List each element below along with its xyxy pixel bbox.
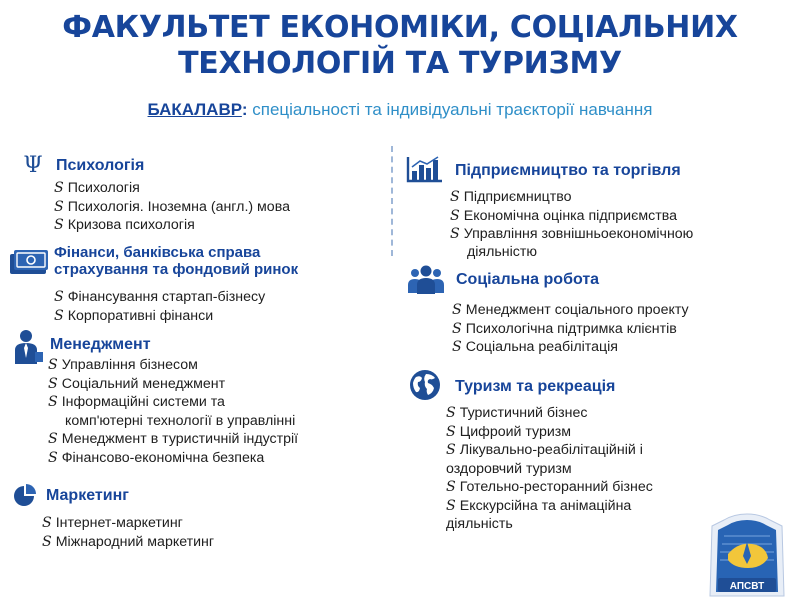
list-entrepreneurship: [450, 188, 693, 260]
section-title-finance-line2: страхування та фондовий ринок: [54, 261, 299, 278]
list-item: S Психологічна підтримка клієнтів: [452, 320, 677, 337]
section-title-management: Менеджмент: [50, 336, 151, 353]
list-item: S Інформаційні системи та: [48, 394, 225, 410]
globe-icon: [408, 368, 442, 402]
section-title-tourism: Туризм та рекреація: [455, 378, 616, 395]
list-item: оздоровчий туризм: [446, 460, 572, 477]
column-divider: [391, 146, 393, 256]
section-title-psychology: Психологія: [56, 157, 145, 174]
list-item: діяльність: [446, 516, 513, 532]
page-title-line1: ФАКУЛЬТЕТ ЕКОНОМІКИ, СОЦІАЛЬНИХ: [62, 10, 738, 45]
money-icon: [8, 244, 50, 280]
list-item: S Психологія. Іноземна (англ.) мова: [54, 198, 290, 215]
list-item: S Менеджмент в туристичній індустрії: [48, 431, 299, 447]
bar-chart-icon: [406, 155, 444, 183]
list-item: S Міжнародний маркетинг: [42, 533, 215, 550]
list-management: [48, 356, 298, 467]
manager-icon: [10, 328, 44, 366]
people-icon: [406, 263, 446, 295]
list-finance: [54, 288, 265, 325]
section-title-marketing: Маркетинг: [46, 487, 129, 504]
university-logo-icon: [708, 512, 786, 602]
section-title-social-work: Соціальна робота: [456, 271, 600, 288]
psi-icon: [20, 152, 46, 176]
list-tourism: [446, 404, 653, 534]
list-item: діяльністю: [467, 243, 538, 260]
list-item: S Економічна оцінка підприємства: [450, 207, 677, 224]
list-item: S Управління зовнішньоекономічною: [450, 226, 694, 242]
list-item: S Туристичний бізнес: [446, 405, 588, 421]
list-marketing: [42, 514, 214, 551]
degree-colon: :: [241, 100, 248, 119]
list-item: S Підприємництво: [450, 189, 572, 205]
list-social-work: [452, 301, 689, 357]
list-item: S Фінансово-економічна безпека: [48, 449, 265, 466]
logo-text: АПСВТ: [729, 581, 765, 592]
svg-text:Ψ: Ψ: [23, 153, 43, 176]
list-psychology: [54, 179, 290, 235]
list-item: S Соціальна реабілітація: [452, 339, 618, 355]
list-item: S Корпоративні фінанси: [54, 307, 214, 324]
list-item: S Управління бізнесом: [48, 357, 198, 373]
pie-chart-icon: [12, 482, 38, 508]
page-title-line2: ТЕХНОЛОГІЙ ТА ТУРИЗМУ: [178, 46, 622, 81]
list-item: S Інтернет-маркетинг: [42, 515, 183, 531]
list-item: S Фінансування стартап-бізнесу: [54, 289, 266, 305]
section-title-entrepreneurship: Підприємництво та торгівля: [455, 162, 681, 179]
list-item: S Менеджмент соціального проекту: [452, 302, 689, 318]
subtitle: [0, 100, 800, 120]
list-item: S Екскурсійна та анімаційна: [446, 497, 632, 514]
degree-label: БАКАЛАВР: [147, 100, 242, 119]
list-item: S Готельно-ресторанний бізнес: [446, 479, 653, 495]
list-item: S Кризова психологія: [54, 217, 195, 233]
list-item: комп'ютерні технології в управлінні: [65, 412, 296, 429]
list-item: S Цифроий туризм: [446, 423, 572, 440]
list-item: S Лікувально-реабілітаційній і: [446, 442, 643, 458]
list-item: S Психологія: [54, 180, 140, 196]
subtitle-text: спеціальності та індивідуальні траєкторії навчання: [247, 100, 653, 119]
section-title-finance-line1: Фінанси, банківська справа: [54, 244, 261, 261]
list-item: S Соціальний менеджмент: [48, 375, 226, 392]
